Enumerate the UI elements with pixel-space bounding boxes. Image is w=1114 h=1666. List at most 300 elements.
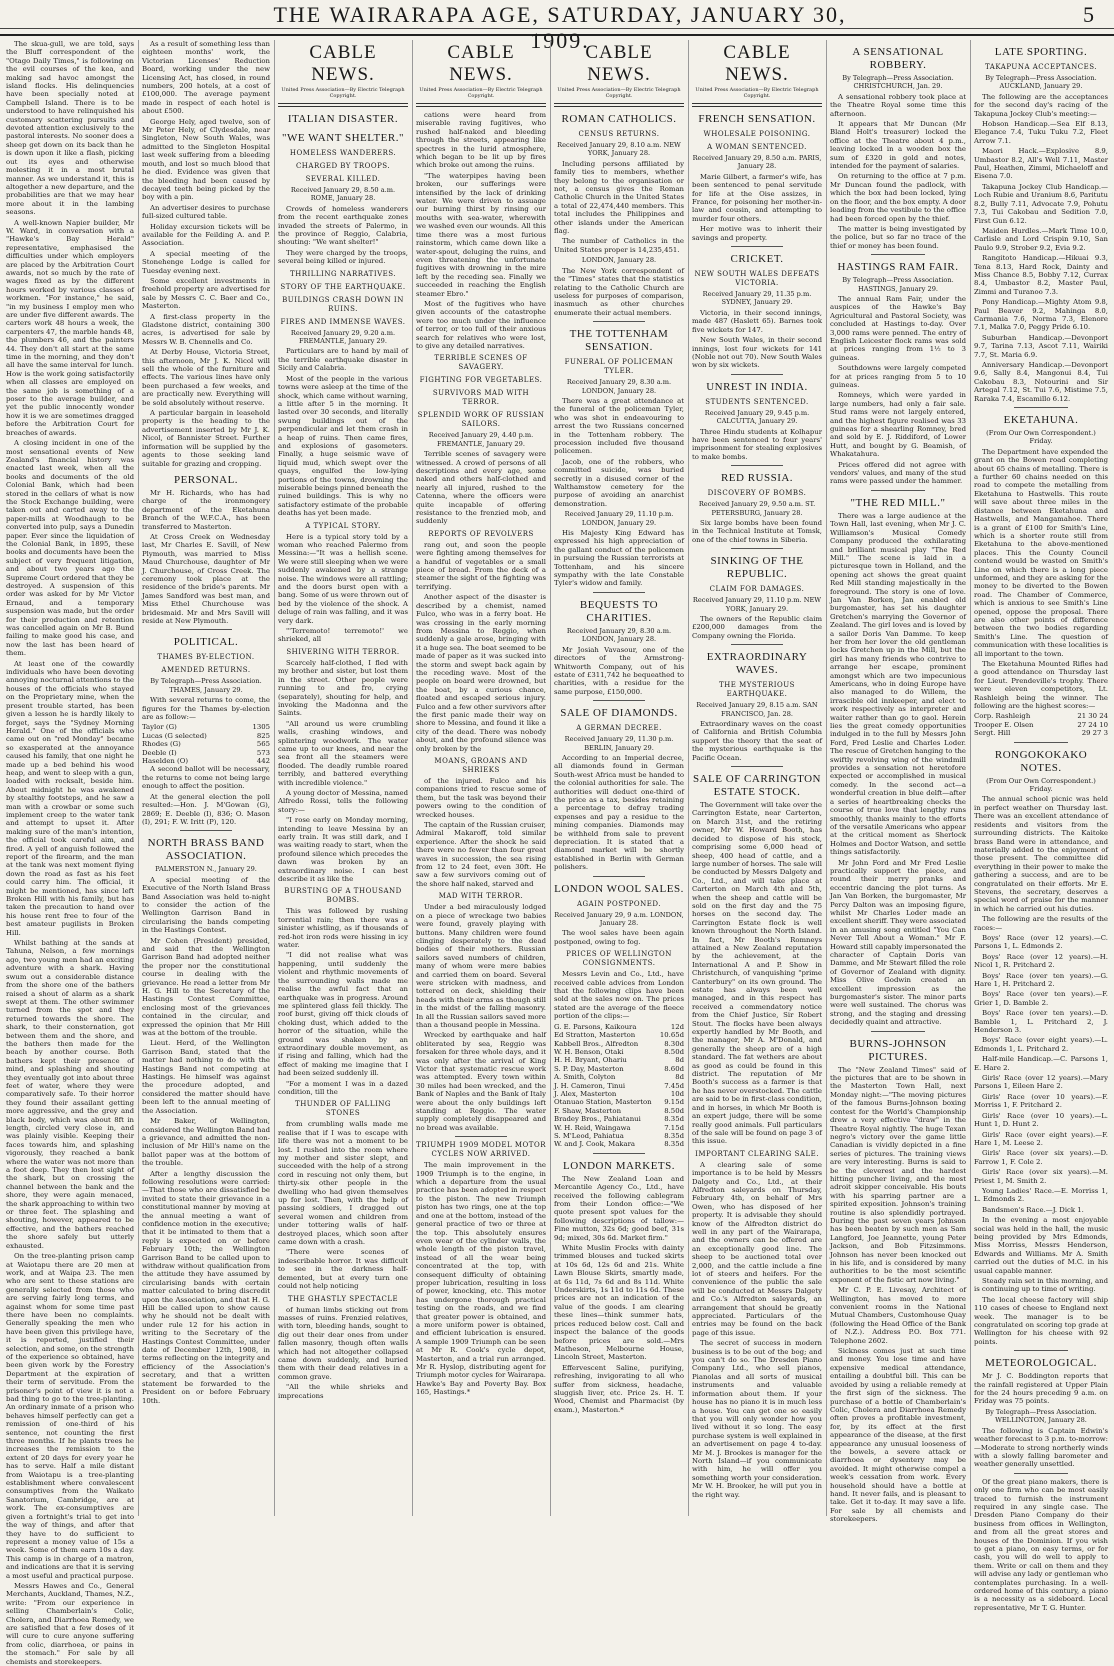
paragraph: Young Ladies' Race.—E. Morriss 1, L. Edmonds 2. [974,1186,1108,1204]
article-headline: RONGOKOKAKO NOTES. [994,748,1088,774]
paragraph: Girls' Race (over six years).—D. Farrow 1, F. Cole 2. [974,1149,1108,1166]
paragraph: Maiden Hurdles.—Mark Time 10.0, Carlisle and Lord Crispin 9.10, San Paulo 9.9, Strober 9.2, Evia 9.2. [974,226,1108,252]
article-subheading: SPLENDID WORK OF RUSSIAN SAILORS. [417,411,545,429]
paragraph: of human limbs sticking out from masses of ruins. Frenzied relatives, with torn, bleeding hands, sought to dig out their dear ones from under fallen masonry, though often walls which had not altogether collapsed came down suddenly, and buried them with their dead relatives in a common grave. [278,1305,408,1381]
dateline: Received January 29, 9.45 p.m. CALCUTTA, January 29. [704,408,810,426]
paragraph: At Derby House, Victoria Street, this afternoon, Mr J. K. Nicol will sell the whole of the furniture and effects. The various lines have only been purchased a few weeks, and are practically new. Everything will be sold absolutely without reserve. [142,348,270,407]
article-headline: POLITICAL. [173,636,239,649]
paragraph: Mr Cohen (President) presided, and said that the Wellington Garrison Band had adopted neither the proper nor the constitutional course in dealing with the grievance. He read a letter from Mr H. G. Hill to the Secretary of the Hastings Contest Committee, enclosing most of the grievances contained in the circular, and expressed the opinion that Mr Hill was at the bottom of the trouble. [142,936,270,1038]
row-value: 29 27 3 [1081,729,1108,738]
paragraph: Victoria, in their second innings, made 487 (Haslett 65). Barnes took five wickets for 147. [692,308,822,334]
paragraph: Bandsmen's Race.—J. Dick 1. [982,1205,1084,1214]
article-headline: PERSONAL. [173,473,239,486]
row-label: Deeble (I) [142,748,177,757]
paragraph: Mr H. Richards, who has had charge of the ironmongery department of the Eketahuna Branch of the W.F.C.A., has been transferred to Masterton. [142,488,270,531]
paragraph: "All around us were crumbling walls, crashing windows, and splintering woodwork. The water came up to our knees, and near the sea front all the steamers were flooded. The deadly rumble roared terribly, and battered everything with incredible violence." [278,719,408,787]
section-banner: CABLE NEWS. [309,42,377,85]
row-value: 8.35d [664,1115,684,1124]
article-subheading: IMPORTANT CLEARING SALE. [695,1149,819,1158]
paragraph: Boys' Race (over ten years).—G. Hare 1, H. Pritchard 2. [974,971,1108,988]
row-label: Haselden (O) [142,757,189,766]
paragraph: At least one of the cowardly individuals who have been devoting annoying nocturnal attentions to the houses of the officials who stayed on the Proprietary mine, when the present trouble started, has been given a lesson he is hardly likely to forget, says the "Sydney Morning Herald." One of the officials who came out on "red Monday" became so exasperated at the annoyance caused his family, that one night he made up a bed behind his wood heap, and went to sleep with a gun, loaded with rocksalt, beside him. About midnight he was awakened by stealthy footsteps, and he saw a man with a crowbar or some such implement creep to the water tank and attempt to upset it. After making sure of the man's intention, the official took careful aim, and fired. A yell of anguish followed the report of the firearm, and the man at the tank was next moment flying down the road as fast as his feet could carry him. The official, it might be mentioned, has since left Broken Hill with his family, but has taken the precaution to hand over his house rent free to four of the best amateur pugilists in Broken Hill. [6,659,134,937]
paragraph: "I rose early on Monday morning, intending to leave Messina by an early train. It was still dark, and I was waiting ready to start, when the profound silence which precedes the dawn was broken by an extraordinary noise. I can best describe it as like the [278,816,408,884]
paragraph: A well-known Napier builder, Mr W. Ward, in conversation with a "Hawke's Bay Herald" representative, emphasised the difficulties under which employers are placed by the Arbitration Court awards, not so much by the rate of wages fixed as by the different hours worked by various classes of workmen. "For instance," he said, "in my business I employ men who are under five different awards. The carters work 48 hours a week, the carpenters 47, the marble hands 48, the plumbers 46, and the painters 44. They don't all start at the same time in the morning, and they don't all have the same interval for lunch. How is the work going satisfactorily when all classes are employed on the same job is something of a poser to the average builder, and yet the public innocently wonder how it is we are sometimes dragged before the Arbitration Court for breaches of awards. [6,218,134,437]
dateline: By Telegraph—Press Association. AUCKLAND, January 29. [985,74,1097,91]
row-value: 8.50d [664,1047,684,1056]
table-row [554,1107,684,1115]
table-row [554,1056,684,1064]
row-value: 825 [256,731,270,740]
paragraph: At Cross Creek on Wednesday last, Mr Charles E. Savill, of New Plymouth, was married to Miss Maud Churchouse, daughter of Mr J. Churchouse, of Cross Creek. The ceremony took place at the residence of the bride's parents. Mr James Sandford was best man, and Miss Ethel Churchouse was bridesmaid. Mr and Mrs Savill will reside at New Plymouth. [142,532,270,625]
row-value: 565 [256,740,270,749]
paragraph: Holiday excursion tickets will be available for the Feilding A. and P. Association. [142,222,270,248]
table-row [554,1073,684,1081]
article-headline: ITALIAN DISASTER. [287,113,399,125]
paragraph: Crowds of homeless wanderers from the recent earthquake zones invaded the streets of Palermo, in the province of Reggio, Calabria, shouting: "We want shelter!" [278,204,408,247]
row-value: 8.50d [664,1106,684,1115]
article-separator [455,1136,507,1137]
paragraph: The secret of success in modern business is to be out of the bog; and you can't do so. The Dresden Piano Company Ltd., who sell pianos, Pianolas and all sorts of musical instruments and valuable information about them. If your house has no piano it is in much less a house. You can get one so easily that you will only wonder how you lived without it so long. The easy purchase system is well explained in an advertisement on page 4 to-day. Mr M. J. Brookes is manager for the North Island—if you communicate with him, he will offer you something worth your consideration. Mr W. H. Brooker, he will put you in the right way. [692,1339,822,1499]
wire-credit: United Press Association—By Electric Telegraph Copyright. [281,87,405,99]
paragraph: "All the while shrieks and imprecations [278,1383,408,1400]
paragraph: The skua-gull, we are told, says the Bluff correspondent of the "Otago Daily Times," is following on the evil courses of the kea, and making sad havoc amongst the island flocks. His delinquencies have been specially noted at Campbell Island. There is to be understood to have relinquished his customary scattering pursuits and devoted attention exclusively to the pastoral interests. No sooner does a sheep get down on its back than he is down upon it like a flash, picking out its eyes and otherwise molesting it in a most brutal manner. As we understand it, this is altogether a new departure, and the probabilities are that we may hear more about it in the lambing seasons. [6,40,134,217]
paragraph: The Eketahuna Mounted Rifles had a good attendance on Thursday last for Lieut. Prendeville's trophy. There were eleven competitors, Lt. Rashleigh being the winner. The following are the highest scores:— [974,660,1108,711]
article-headline: A SENSATIONAL ROBBERY. [852,46,944,71]
column-3 [278,40,408,1516]
paragraph: "I did not realise what was happening, until suddenly the violent and rhythmic movements of the surrounding walls made me realise the awful fact that an earthquake was in progress. Around me splintered glass fell thickly. The roof burst, giving off thick clouds of choking dust, which added to the horror of the situation, while the ground was shaken by an extraordinary double movement, as if rising and falling, which had the effect of making me imagine that I had been seized suddenly ill. [278,951,408,1078]
paragraph: Boys' Race (over 12 years).—H. Nicol 1, R. Pritchard 2. [974,952,1108,970]
paragraph: Most of the people in the various towns were asleep at the time of the shock, which came without warning, a little after 5 in the morning. It lasted over 30 seconds, and literally swung buildings out of the perpendicular and let them crash in a heap of ruins. Then came fires, and explosions of gasometers. Finally, a huge seismic wave of liquid mud, which swept over the quays, engulfed the low-lying portions of the towns, drowning the miserable beings pinned beneath the ruined buildings. This is why no satisfactory estimate of the probable deaths has yet been made. [278,374,408,518]
article-headline: FRENCH SENSATION. [698,113,816,125]
paragraph: New South Wales, in their second innings, lost four wickets for 141 (Noble not out 70). New South Wales won by six wickets. [692,336,822,370]
paragraph: After a lengthy discussion the following resolutions were carried:—That those who are dissatisfied be invited to state their grievance in a constitutional manner by moving at the annual meeting a want of confidence motion in the executive; that it be intimated to them that a reply is expected on or before February 10th; the Wellington Garrison Band to be called upon to withdraw without qualification from the attitude they have assumed by circularising bands with certain matter calculated to bring discredit upon the Association, and that H. G. Hill be called upon to show cause why he should not be dealt with under rule 12 for his action in writing to the Secretary of the Hastings Contest Committee, under date of December 12th, 1908, in terms reflecting on the integrity and efficiency of the Association's secretary, and that a written statement be forwarded to the President on or before February 10th. [142,1169,270,1405]
table-row [142,732,270,740]
article-separator [180,830,231,831]
row-label: J. Alex, Masterton [554,1089,617,1098]
dateline: Received January 29, 11.30 p.m. BERLIN, January 29. [564,735,674,752]
article-headline: LONDON MARKETS. [563,1159,675,1172]
paragraph: Messrs Hawes and Co., General Merchants, Auckland, Thames, N.Z., write: "From our experience in selling Chamberlain's Colic, Cholera, and Diarrhoea Remedy, we are satisfied that a few doses of it will cure to cure anyone suffering from colic, diarrhoea, or pains in the stomach." For sale by all chemists and storekeepers. [6,1581,134,1666]
article-subheading: TERRIBLE SCENES OF SAVAGERY. [434,354,528,372]
article-subheading: BURSTING OF A THOUSAND BOMBS. [284,887,402,905]
dateline: By Telegraph—Press Association. WELLINGTON, January 28. [985,1407,1097,1425]
row-value: 8d [675,1056,684,1065]
paragraph: Including persons affiliated by family ties to members, whether they belong to the organisation or not, a census gives the Roman Catholic Church in the United States a total of 22,474,440 members. This total includes the Philippines and other islands under the American flag. [554,159,684,236]
row-value: 1305 [252,723,270,732]
article-headline: METEOROLOGICAL. [985,1357,1097,1370]
paragraph: A clearing sale of some importance is to be held by Messrs Dalgety and Co., Ltd., at their Alfredton saleyards on Thursday, February 4th, on behalf of Mrs Owen, who has disposed of her property. It is advisable they should know of the Alfredton district do well in any part of the Wairarapa, and the owners can be offered are an exceptionally good line. The sheep to be auctioned total over 2,000, and the cattle include a fine lot of steers and heifers. For the convenience of the public the sale will be conducted at Messrs Dalgety and Co.'s Alfredton saleyards, an arrangement that should be greatly appreciated. Particulars of the entries may be found on the back page of this issue. [692,1160,822,1337]
article-separator [1014,1473,1068,1474]
article-subheading: THAMES BY-ELECTION. [157,653,255,662]
dateline: LONDON, January 28. [581,256,657,265]
column-divider [138,40,139,1516]
column-divider [412,40,413,1516]
paragraph: Wrecked by earthquake and half obliterated by sea, Reggio was forsaken for three whole days, and it was only after the arrival of King Victor that systematic rescue work was attempted. Every town within 30 miles had been wrecked, and the Bank of Naples and the Bank of Italy were about the only buildings left standing at Reggio. The water supply completely disappeared and no bread was available. [416,1031,546,1132]
row-value: 7.15d [664,1123,684,1132]
article-subheading: SEVERAL KILLED. [305,175,381,183]
article-subheading: WHOLESALE POISONING. [703,130,811,138]
article-headline: ROMAN CATHOLICS. [561,113,677,125]
dateline: Received January 29, 8.15 a.m. SAN FRANCISCO, Jan. 28. [696,701,818,718]
article-subheading: CENSUS RETURNS. [578,130,660,138]
article-headline: "THE RED MILL." [850,496,946,509]
article-subheading: NEW SOUTH WALES DEFEATS VICTORIA. [694,270,820,288]
paragraph: from crumbling walls made me realise that if I was to escape with life there was not a moment to be lost. I rushed into the room where my mother and sister slept, and succeeded with the help of a strong cord in rescuing not only them, but thirty-six other people in the dwelling who had given themselves up for lost. Then, with the help of passing soldiers, I dragged out several women and children from under tottering walls of half-destroyed places, which soon after came down with a crash. [278,1120,408,1247]
paragraph: Steady rain set in this morning, and is continuing up to time of writing. [974,1277,1108,1294]
article-separator [593,592,645,593]
table-row [554,1048,684,1056]
paragraph: Boys' Race (over 12 years).—C. Parsons 1, L. Edmonds 2. [974,933,1108,951]
paragraph: It appears that Mr Duncan (Mr Bland Holt's treasurer) locked the office at the Theatre about 4 p.m., leaving locked in a wooden box the sum of £320 in gold and notes, intended for the payment of salaries. [830,120,966,171]
dateline: Received January 29, 8.50 a.m. PARIS, January 28. [692,154,822,171]
article-headline: CRICKET. [730,253,784,266]
paragraph: This was followed by rushing torrential rain; then there was a sinister whistling, as if thousands of red-hot iron rods were hissing in icy water. [278,907,408,950]
row-value: 8.60d [664,1064,684,1073]
paragraph: Mr Baker, of Wellington, considered the Wellington Band had a grievance, and admitted the non-inclusion of Mr Hill's name on the ballot paper was at the bottom of the trouble. [142,1117,270,1168]
paragraph: Girls' Race (over 12 years).—Mary Parsons 1, Eileen Hare 2. [974,1074,1108,1091]
article-headline: HASTINGS RAM FAIR. [837,261,959,274]
paragraph: Hobson Handicap.—Sea Elf 8.13, Elegance 7.4, Tuku Tuku 7.2, Fleet Arrow 7.1. [974,120,1108,145]
column-divider [970,40,971,1516]
row-value: 10d [670,1089,684,1098]
banner-rule [692,103,822,107]
paragraph: In the evening a most enjoyable social was held in the hall, the music being provided by Mrs Edmonds, Miss Morriss, Messrs Henderson, Edwards and Williams. Mr A. Smith carried out the duties of M.C. in his usual capable manner. [974,1216,1108,1275]
dateline: Received January 29, 8.30 a.m. LONDON, January 28. [566,378,672,395]
dateline: (From Our Own Correspondent.) Friday. [986,776,1096,794]
article-subheading: TRIUMPH 1909 MODEL MOTOR CYCLES NOW ARRIVED. [416,1141,546,1159]
paragraph: Here is a typical story told by a woman who reached Palermo from Messina:—"It was a hellish scene. We were still sleeping when we were suddenly awakened by a strange noise. The windows were all rattling; and the doors burst open with a bang. Some of us were thrown out of bed by the violence of the shock. A deluge of rain was falling, and it was very dark. [278,532,408,625]
paragraph: His Majesty King Edward has expressed his high appreciation of the gallant conduct of the policemen in pursuing the Russian terrorists at Tottenham, and his sincere sympathy with the late Constable Tyler's widow and family. [554,529,684,588]
paragraph: rang out, and soon the people were fighting among themselves for a handful of vegetables or a small piece of bread. From the deck of a steamer the sight of the fighting was terrifying. [416,540,546,591]
paragraph: Girls' Race (over eight years).—F. Hare 1, M. Leese 2. [974,1130,1108,1147]
article-headline: "WE WANT SHELTER." [282,132,404,144]
article-subheading: SURVIVORS MAD WITH TERROR. [432,389,530,407]
paragraph: An advertiser desires to purchase full-sized cultured table. [142,203,270,221]
paragraph: Messrs Levin and Co., Ltd., have received cable advices from London that the following clips have been sold at the sales now on. The prices stated are the average of the fleece portion of the clips:— [554,970,684,1021]
article-subheading: REPORTS OF REVOLVERS [428,529,534,538]
paragraph: Boys' Race (over ten years).—D. Bamble 1, L. Pritchard 2, J. Henderson 3. [974,1009,1108,1035]
paragraph: The following are the results of the races:— [974,915,1108,932]
paragraph: Under a bed miraculously lodged on a piece of wreckage two babies were found, gravely playing with buttons. Many children were found clinging desperately to the dead bodies of their mothers. Russian sailors saved numbers of children, many of whom were mere babies and carried them on board. Several were stricken with madness, and tottered on deck, shielding their heads with their arms as though still in the midst of the falling masonry. In all the Russian sailors saved more than a thousand people in Messina. [416,903,546,1029]
article-headline: SALE OF CARRINGTON ESTATE STOCK. [693,773,821,799]
article-separator [593,700,645,701]
article-separator [731,644,783,645]
article-separator [1014,407,1068,408]
table-row [142,740,270,748]
article-subheading: SHIVERING WITH TERROR. [286,647,400,656]
row-value: 21 30 24 [1077,712,1108,721]
table-row [554,1124,684,1132]
paragraph: The wool sales have been again postponed, owing to fog. [554,929,684,946]
article-headline: BEQUESTS TO CHARITIES. [579,598,659,624]
section-banner: CABLE NEWS. [447,42,515,85]
row-value: 9.15d [664,1098,684,1107]
paragraph: The local cheese factory will ship 110 cases of cheese to England next week. The manager is to be congratulated on scoring top grade at Wellington for his cheese with 92 points. [974,1295,1108,1346]
row-value: 27 24 10 [1077,720,1108,729]
paragraph: Particulars are to hand by mail of the terrible earthquake disaster in Sicily and Calabria. [278,347,408,373]
article-subheading: DISCOVERY OF BOMBS. [707,489,807,498]
paragraph: Extraordinary waves on the coast of California and British Columbia support the theory that the seat of the mysterious earthquake is the Pacific Ocean. [692,720,822,762]
paragraph: Whilst bathing at the sands at Tahuna, Nelson, a few mornings ago, two young men had an exciting adventure with a shark. Having swum out a considerable distance from the shore one of the bathers raised a shout of alarm as a shark swept at them. The other swimmer turned from the spot and they returned towards the shore. The shark, to their consternation, got between them and the shore, and the bathers then made for the beach by another course. Both bathers kept their presence of mind, and splashing and shouting they eventually got into about three feet of water, where they were comparatively safe. To their horror they found their assailant getting more aggressive, and the grey and black body, which was about 8ft in length, circled very close in, and was plainly visible. Keeping their faces towards him, and splashing vigorously, they reached a bank where the water was not more than a foot deep. They then lost sight of the shark, but on crossing the channel between the bank and the shore, they were again menaced, the shark approaching to within two or three feet. The splashing and shouting, however, appeared to be effective, and the bathers reached the shore safely but utterly exhausted. [6,939,134,1250]
article-subheading: BUILDINGS CRASH DOWN IN RUINS. [282,295,404,313]
article-headline: SALE OF DIAMONDS. [560,707,678,720]
article-headline: RED RUSSIA. [720,472,794,485]
article-headline: LATE SPORTING. [994,46,1088,58]
article-subheading: CHARGED BY TROOPS. [295,162,391,170]
row-value: 8.35d [664,1131,684,1140]
paragraph: Her motive was to inherit their savings and property. [692,225,822,242]
dateline: (From Our Own Correspondent.) Friday. [986,429,1096,446]
paragraph: Sickness comes just at such time and money. You lose time and have expensive medical attendance, entailing a doubtful bill. This can be avoided by using a reliable remedy at the first sign of the sickness. The purchase of a bottle of Chamberlain's Colic, Cholera and Diarrhoea Remedy often proves a profitable investment, for, by its effect at the first appearance of the disease, at the first appearance any unusual looseness of the bowels, a severe attack or diarrhoea or dysentery may be avoided. It might otherwise compel a week's cessation from work. Every household should have a bottle at hand. It never fails, and is pleasant to take. Get it to-day. It may save a life. For sale by all chemists and storekeepers. [830,1347,966,1524]
column-divider [688,40,689,1516]
paragraph: Six large bombs have been found in the Technical Institute at Tomsk, one of the chief towns in Siberia. [692,518,822,544]
column-8 [974,40,1108,1612]
table-row [554,1082,684,1090]
wire-credit: United Press Association—By Electric Telegraph Copyright. [557,87,681,99]
article-subheading: FIGHTING FOR VEGETABLES. [419,376,543,385]
article-separator [1014,742,1068,743]
paragraph: A second ballot will be necessary, the returns to come not being large enough to affect the position. [142,765,270,791]
article-separator [731,548,783,549]
article-subheading: HOMELESS WANDERERS. [289,149,397,157]
paragraph: A particular bargain in leasehold property is the heading to the advertisement inserted by Mr J. K. Nicol, of Bannister Street. Further information will be supplied by the agents to those seeking land suitable for grazing and cropping. [142,409,270,468]
paragraph: The "New Zealand Times" said of the pictures that are to be shown in the Masterton Town Hall, next Monday night:—"The moving pictures of the famous Burns-Johnson boxing contest for the World's Championship drew a very effective "draw" in the Theatre Royal nightly. The huge Texan negro's victory over the game little Canadian is vividly depicted in a fine series of pictures. The training views are very interesting. Burns is said to be the cleverest and the hardest hitting puncher living, and the most adroit skipper conceivable. His bouts with his sparring partner are a spirited exposition. Johnson's training routine is also splendidly portrayed. During the past seven years Johnson has been beaten by such men as Sam Langford, Joe Jeannette, young Peter Jackson, and Bob Fitzsimmons. Johnson has never been knocked out in his life, and is considered by many authorities to be the most scientific exponent of the fistic art now living." [830,1065,966,1284]
dateline: Received January 29, 11.35 p.m. SYDNEY, January 29. [702,290,812,307]
table-row [554,1040,684,1048]
row-value: 12d [670,1022,684,1031]
dateline: Received January 29, 8.10 a.m. NEW YORK, January 28. [557,141,681,158]
column-4 [416,40,546,1516]
newspaper-title: THE WAIRARAPA AGE, SATURDAY, JANUARY 30, 1909. [273,2,847,53]
paragraph: Romneys, which were yarded in large numbers, had only a fair sale. Stud rams were not largely entered, and the highest figure realised was 33 guineas for a shearling Romney, bred and sold by E. J. Riddiford, of Lower Hutt, and bought by G. Beamish, of Whakatahura. [830,391,966,459]
article-subheading: THUNDER OF FALLING STONES [295,1100,391,1118]
row-value: 442 [256,757,270,766]
row-label: Ed Stratton, Masterton [554,1031,636,1040]
paragraph: The captain of the Russian cruiser, Admiral Makaroff, told similar experience. After the shock he said there were no fewer than four great waves in succession, the sea rising from 12 to 24 feet, even 30ft. He saw a few survivors coming out of the shore half naked, starved and [416,821,546,888]
article-separator [731,465,783,466]
masthead-rule [0,28,1114,29]
paragraph: A special meeting of the Executive of the North Island Brass Band Association was held to-night to consider the action of the Wellington Garrison Band in circularising the bands competing in the Hastings Contest. [142,875,270,935]
row-label: Bradey Bros., Pahiatanui [554,1115,641,1124]
paragraph: Jacob, one of the robbers, who committed suicide, was buried secretly in a disused corner of the Walthamstow cemetery for the purpose of avoiding an anarchist demonstration. [554,457,684,508]
article-separator [593,321,645,322]
row-label: Corp. Rashleigh [974,712,1031,721]
article-subheading: A WOMAN SENTENCED. [707,143,807,151]
article-separator [731,246,783,247]
dateline: Received January 29, 11.10 p.m. NEW YORK, January 29. [692,596,822,613]
row-label: W. H. Benson, Otaki [554,1047,624,1056]
table-row [554,1098,684,1106]
dateline: By Telegraph—Press Association. CHRISTCHURCH, Jan. 29. [842,74,954,91]
row-label: Otanuao Station, Masterton [554,1098,652,1107]
table-row [974,729,1108,737]
paragraph: Terrible scenes of savagery were witnessed. A crowd of persons of all descriptions and every age, some naked and others half-clothed and nearly all injured, rushed to the Catenna, where the officers were quite incapable of offering resistance to the frenzied mob, and suddenly [416,450,546,526]
paragraph: The annual school picnic was held in perfect weather on Thursday last. There was an excellent attendance of residents and visitors from the surrounding districts. The Kaitoke brass Band were in attendance, and materially added to the enjoyment of those present. The committee did everything in their power to make the gathering a success, and are to be congratulated on their efforts. Mr E. Stevens, the secretary, deserves a special word of praise for the manner in which he carried out his duties. [974,795,1108,913]
row-label: J. H. Cameron, Tinui [554,1081,626,1090]
paragraph: There was a large audience at the Town Hall, last evening, when Mr J. C. Williamson's Musical Comedy Company produced the exhilarating and brilliant musical play "The Red Mill." The scene is laid in a picturesque town in Holland, and the opening act shows the great quaint Red Mill standing majestically in the foreground. The story is one of love. Jan Van Borken, Jan enabled old burgomaster, has set his daughter Gretchen's marrying the Governor of Zealand. The girl loves and is loved by a sailor Doris Van Damme. To keep her from her lover the old gentleman locks Gretchen up in the Mill, but the girl has many friends who contrive to arrange her escape, prominent amongst which are two impecunious Americans, who in doing Europe have also managed to do Willem, the irrascible old innkeeper, and elect to work respectively as interpreter and waiter rather than go to gaol. Herein lies the great comedy opportunities indulged in to the full by Messrs John Ford, Fred Leslie and Charles Loder. The rescue of Gretchen hanging to the swiftly revolving wing of the windmill provides a sensation not heretofore expected or accomplished in musical comedy. In the second act—a wonderful creation in blue delft—after a series of heartbreaking checks the course of true love that lengthy runs smoothly, thanks mainly to the efforts of the versatile Americans who appear at the critical moment as Sherlock Holmes and Doctor Watson, and settle things satisfactorily. [830,511,966,857]
article-subheading: PRICES OF WELLINGTON CONSIGNMENTS. [566,950,672,968]
column-divider [826,40,827,1516]
article-headline: LONDON WOOL SALES. [554,882,684,895]
column-5 [554,40,684,1516]
table-row [554,1090,684,1098]
paragraph: A first-class property in the Gladstone district, containing 300 acres, is advertised for sale by Messrs W. B. Chennells and Co. [142,312,270,346]
row-label: H. H. Bryant, Ohariu [554,1056,627,1065]
article-subheading: FUNERAL OF POLICEMAN TYLER. [564,358,674,376]
dateline: By Telegraph—Press Association. HASTINGS, January 29. [842,276,954,293]
article-subheading: THE MYSTERIOUS EARTHQUAKE. [719,681,795,699]
article-headline: SINKING OF THE REPUBLIC. [710,555,804,581]
column-divider [550,40,551,1516]
paragraph: The following is Captain Edwin's weather forecast to 3 p.m. to-morrow:—Moderate to strong northerly winds with a slowly falling barometer and weather generally unsettled. [974,1426,1108,1469]
column-divider [274,40,275,1516]
article-subheading: AGAIN POSTPONED. [576,899,661,908]
paragraph: Pony Handicap.—Mighty Atom 9.8, Paul Beaver 9.2, Mahinga 8.0, Carmania 7.6, Norma 7.3, Elenore 7.1, Malka 7.0, Peggy Pride 6.10. [974,298,1108,332]
dateline: Received January 29, 9.20 a.m. FREMANTLE, January 29. [290,328,396,346]
paragraph: Girls' Race (over 10 years).—F. Morriss 1, F. Pritchard 2. [974,1092,1108,1110]
paragraph: The following are the acceptances for the second day's racing of the Takapuna Jockey Club's meeting:— [974,92,1108,118]
paragraph: Anniversary Handicap.—Devonport 9.6, Sally 8.4, Mangonui 8.4, Tui Cakobau 8.3, Notourini and Sir Artegal 7.12, St. Tui 7.6, Mistime 7.5, Raraka 7.4, Escamillo 6.12. [974,361,1108,403]
paragraph: The New York correspondent of the "Times" states that the statistics relating to the Catholic Church are useless for purposes of comparison, inasmuch as other churches enumerate their actual members. [554,266,684,317]
table-row [974,721,1108,729]
table-row [554,1115,684,1123]
paragraph: On returning to the office at 7 p.m. Mr Duncan found the padlock, with which the box had been locked, lying on the floor, and the box empty. A door leading from the vestibule to the office had been forced open by the thief. [830,172,966,223]
article-separator [871,1031,925,1032]
article-separator [731,374,783,375]
article-separator [731,766,783,767]
article-subheading: FIRES AND IMMENSE WAVES. [280,317,406,326]
paragraph: According to an Imperial decree, all diamonds found in German South-west Africa must be handed to the colonial authorities for sale. The authorities will deduct one-third of the price as a tax, besides retaining a percentage to defray trading expenses and pay a residue to the mining companies. Diamonds may be withheld from sale to prevent depreciation. It is stated that a diamond market will be shortly established in Berlin with German polishers. [554,753,684,872]
dateline: Received January 29, 9 a.m. LONDON, January 28. [554,910,684,928]
dateline: By Telegraph—Press Association. THAMES, January 29. [150,677,262,694]
paragraph: Suburban Handicap.—Devonport 9.7, Tarina 7.13, Ascot 7.11, Wairiki 7.7, St. Maria 6.9. [974,333,1108,359]
paragraph: Prices offered did not agree with vendors' values, and many of the stud rams were passed under the hammer. [830,460,966,486]
paragraph: They were charged by the troops, several being killed or injured. [278,248,408,266]
paragraph: A sensational robbery took place at the Theatre Royal some time this afternoon. [830,92,966,118]
row-label: Trooper E. Olsen [974,720,1034,729]
dateline: Received January 29, 11.10 p.m. LONDON, January 29. [564,510,674,527]
paragraph: The matter is being investigated by the police, but so far no trace of the thief or money has been found. [830,224,966,250]
row-value: 8.30d [664,1039,684,1048]
article-subheading: A GERMAN DECREE. [576,724,662,733]
article-headline: NORTH BRASS BAND ASSOCIATION. [147,837,265,863]
dateline: Received January 29, 4.40 p.m. FREMANTLE, January 29. [428,431,534,448]
row-label: Kabbell Bros., Alfredton [554,1039,639,1048]
paragraph: Half-mile Handicap.—C. Parsons 1, E. Hare 2. [974,1055,1108,1072]
paragraph: Lieut. Herd, of the Wellington Garrison Band, stated that the matter had nothing to do with the Hastings Band not competing at Hastings. He himself was against the procedure adopted, and considered the matter should have been left to the annual meeting of the Association. [142,1039,270,1115]
paragraph: With several returns to come, the figures for the Thames by-election are as follow:— [142,696,270,722]
dateline: Received January 29, 8.30 a.m. LONDON, January 28. [566,626,672,644]
row-value: 10.65d [659,1031,684,1040]
dateline: Received January 29, 9.50 a.m. ST. PETERSBURG, January 28. [698,500,816,517]
article-subheading: STORY OF THE EARTHQUAKE. [280,282,406,291]
article-headline: UNREST IN INDIA. [706,380,808,393]
paragraph: George Hely, aged twelve, son of Mr Peter Hely, of Clydesdale, near Singleton, New South Wales, was admitted to the Singleton Hospital last week suffering from a bleeding mouth, and lost so much blood that he died. Evidence was given that the bleeding had been caused by decayed teeth being picked by the boy with a pin. [142,117,270,202]
table-row [142,723,270,731]
paragraph: Mr John Ford and Mr Fred Leslie practically support the piece, and round their merry pranks and eccentric dancing the plot turns. As Jan Van Borken, the burgomaster, Mr Percy Dalton was an imposing figure, whilst Mr Charles Loder made an excellent sheriff. They were associated in an amusing song entitled "You Can Never Tell About a Woman." Mr F. Howard still capably impersonated the character of Captain Doris van Damme, and Mr Stewart filled the role of Governor of Zealand with dignity. Miss Olive Godwin created an excellent impression as the burgomaster's sister. The minor parts were well sustained. The chorus was strong, and the staging and dressing decidedly quaint and attractive. [830,858,966,1027]
table-row [554,1140,684,1148]
row-value: 8.35d [664,1140,684,1149]
article-separator [871,254,925,255]
article-separator [593,876,645,877]
paragraph: White Muslin Frocks with dainty trimmed blouses and tucked skirts at 10s 6d, 12s 6d and 21s. White Lawn Blouse Skirts, smartly made, at 6s 11d, 7s 6d and 8s 11d. White Underskirts, 1s 11d to 11s 6d. These prices are not an indication of the value of the goods. I am clearing these lines—think summer hats, prices reduced below cost. Call and inspect the balance of the goods before prices are sold.—Mrs Matheson, Melbourne House, Lincoln Street, Masterton. [554,1244,684,1362]
paragraph: "The waterpipes having been broken, our sufferings were intensified by the lack of drinking water. We were driven to assuage our burning thirst by rinsing our mouths with sea-water, wherewith we washed even our wounds. All this time there was a most furious rainstorm, which came down like a water-spout, deluging the ruins, and even threatening the unfortunate fugitives with drowning in the mire left by the receding sea. Finally we succeeded in reaching the English steamer Ebro." [416,171,546,298]
column-1 [6,40,134,1666]
paragraph: At the general election the poll resulted:—Hon. J. M'Gowan (G), 2869; E. Deeble (I), 836; O. Mason (I), 291; F. W. Iritt (P), 120. [142,792,270,826]
table-row [554,1132,684,1140]
section-banner: CABLE NEWS. [585,42,653,85]
paragraph: "There were scenes of indescribable horror. It was difficult to see in the darkness half-demented, but at every turn one could not help noticing [278,1248,408,1291]
paragraph: Mr Josiah Vavasour, one of the directors of the Armstrong-Whitworth Company, out of his estate of £311,742 he bequeathed to charities, with a residue for the same purpose, £150,000. [554,645,684,696]
paragraph: The number of Catholics in the United States proper is 14,235,451. [554,237,684,254]
paragraph: Girls' Race (over 10 years).—L. Hunt 1, D. Hunt 2. [974,1111,1108,1129]
article-separator [593,1153,645,1154]
paragraph: Girls' Race (over six years).—M. Priest 1, M. Smith 2. [974,1168,1108,1185]
paragraph: The Government will take over the Carrington Estate, near Carterton, on March 31st, and the retiring owner, Mr W. Howard Booth, has decided to dispose of his stock, comprising some 6,000 head of sheep, 400 head of cattle, and a large number of horses. The sale will be conducted by Messrs Dalgety and Co., Ltd., and will take place at Carterton on March 4th and 5th, when the sheep and cattle will be sold on the first day and the 75 horses on the second day. The Carrington Estate flock is well known throughout the North Island. In fact, Mr Booth's Romneys attained a New Zealand reputation by the achievement, at the International A and P. Show in Christchurch, of vanquishing "prime Canterbury" on its own ground. The estate has always been well managed, and in this respect has received a commendatory notice from the Chief Justice, Sir Robert Stout. The flocks have been always expertly handled by Mr Booth, and the manager, Mr A. M'Donald, and generally the sheep are of a high standard. The fat wethers are about as good as could be found in this district. The reputation of Mr Booth's success as a farmer is that he has never overstocked. The cattle are said to be in first-class condition, and in horses, in which Mr Booth is an expert judge, there will be some really good animals. Full particulars of the sale will be found on page 3 of this issue. [692,801,822,1146]
dateline: PALMERSTON N., January 29. [155,865,257,874]
paragraph: cations were heard from miserable raving fugitives, who rushed half-naked and bleeding through the streets, appearing like spectres in the lurid atmosphere, which began to be lit up by fires which broke out among the ruins. [416,111,546,170]
row-label: A. Smith, Colyton [554,1073,616,1082]
row-label: W. and J. Cook, Makara [554,1140,635,1149]
paragraph: The main improvement in the 1909 Triumph is to the engine, in which a departure from the usual practice has been adopted in respect to the piston. The new Triumph piston has two rings, one at the top and one at the bottom, instead of the general practice of two or three at the top. This absolutely ensures even wear of the cylinder walls, the whole length of the piston travel, instead of all the wear being concentrated at the top, with consequent difficulty of obtaining proper lubrication, resulting in loss of power, knocking, etc. This motor has undergone thorough practical testing on the roads, and we find that greater power is obtained, and a more uniform power is obtained, and efficient lubrication is ensured. A sample 1909 Triumph can be seen at Mr R. Cook's cycle depot, Masterton, and a trial run arranged. Mr R. Hyslop, distributing agent for Triumph motor cycles for Wairarapa. Hawke's Bay and Poverty Bay. Box 165, Hastings.* [416,1161,546,1397]
paragraph: The annual Ram Fair, under the auspices of the Hawke's Bay Agricultural and Pastoral Society, was concluded at Hastings to-day. Over 3,000 rams were penned. The entry of English Leicester flock rams was sold at prices ranging from 1½ to 3 guineas. [830,294,966,362]
table-row [974,712,1108,720]
table-row [554,1023,684,1031]
article-subheading: THRILLING NARRATIVES. [289,269,397,278]
banner-rule [278,103,408,107]
dateline: Received January 29, 8.50 a.m. ROME, January 28. [290,186,396,203]
table-row [142,749,270,757]
article-headline: BURNS-JOHNSON PICTURES. [849,1037,947,1063]
paragraph: Mr C. P. E. Livesay, Architect of Wellington, has moved to more convenient rooms in the National Mutual Chambers, Customhouse Quay (following the Head Office of the Bank of N.Z.). Address P.O. Box 771. Telephone 2602. [830,1286,966,1345]
article-subheading: AMENDED RETURNS. [161,666,251,675]
row-label: S. M'Leod, Pahiatua [554,1131,624,1140]
row-label: Lucas (G selected) [142,731,207,740]
table-row [142,757,270,765]
row-label: Taylor (G) [142,723,177,732]
row-label: S. P. Day, Masterton [554,1064,624,1073]
paragraph: The Department have expended the grant on the Bowen road completing about 65 chains of metalling. There is a further 60 chains needed on this road to compete the metalling from Eketahuna to Hastwells. This route will save about three miles in the distance between Eketahuna and Hastwells, and Mangamahoe. There is a grant of £100 for Smith's Line, which is a shorter route still from Eketahuna to the above-mentioned places. This the County Council contend would be wasted on Smith's Line on which there is a long piece unformed, and they are asking for the money to be diverted to the Bowen road. The Chamber of Commerce, which is anxious to see Smith's Line opened, oppose the proposal. There are also other points of difference between the two bodies regarding Smith's Line. The question of communication with these localities is all important to the town. [974,447,1108,658]
paragraph: A young doctor of Messina, named Alfredo Rossi, tells the following story:— [278,788,408,814]
paragraph: "'Terremoto! terremoto!' we shrieked, all [278,627,408,644]
row-label: Sergt. Hill [974,729,1011,738]
paragraph: Southdowns were largely competed for at prices ranging from 5 to 10 guineas. [830,364,966,389]
paragraph: Marie Gilbert, a farmer's wife, has been sentenced to penal servitude for life at the Oise assizes, in France, for poisoning her mother-in-law and cousin, and attempting to murder four others. [692,172,822,223]
row-label: G. E. Parsons, Kaikoura [554,1022,637,1031]
paragraph: The New Zealand Loan and Mercantile Agency Co., Ltd., have received the following cablegram from their London office:—"We quote present spot values for the following descriptions of tallow:—Fine mutton, 32s 6d; good beef, 31s 9d; mixed, 30s 6d. Market firm." [554,1174,684,1242]
row-label: Rhodes (G) [142,740,181,749]
article-headline: EKETAHUNA. [1003,414,1079,427]
row-value: 7.45d [664,1081,684,1090]
paragraph: There was a great attendance at the funeral of the policeman Tyler, who was shot in endeavouring to arrest the two Russians concerned in the Tottenham robbery. The procession included five thousand policemen. [554,396,684,456]
paragraph: Takapuna Jockey Club Handicap.—Loch Rubie and Uranium 8.6, Paritutu 8.2, Bully 7.11, Advocate 7.9, Pohutu 7.3, Tui Cakobau and Sedition 7.0, First Gun 6.12. [974,182,1108,225]
wire-credit: United Press Association—By Electric Telegraph Copyright. [419,87,543,99]
article-subheading: CLAIM FOR DAMAGES. [709,585,805,594]
paragraph: Boys' Race (over ten years).—F. Grier 1, D. Bamble 2. [974,990,1108,1007]
article-subheading: MAD WITH TERROR. [438,892,524,901]
paragraph: A closing incident in one of the most sensational events of New Zealand's financial history was enacted last week, when all the books and documents of the old Colonial Bank, which had been stored in the cellars of what is now the Stock Exchange building, were taken out and carted away to the paper-mills at Woodhaugh to be converted into pulp, says a Dunedin paper. Ever since the liquidation of the Colonial Bank, in 1895, these books and documents have been the subject of very frequent litigation, and about two years ago the Supreme Court ordered that they be destroyed. A suspension of this order was asked for by Mr Victor Ernaud, and a temporary suspension was made, but the order for their production and retention was cancelled again on Mr B. Bund failing to make good his case, and now the last has been heard of them. [6,439,134,658]
paragraph: of the injured. Fulco and his companions tried to rescue some of them, but the task was beyond their powers owing to the condition of wrecked houses. [416,777,546,819]
paragraph: Boys' Race (over eight years).—L. Edmonds 1, L. Pritchard 2. [974,1036,1108,1053]
paragraph: As a result of something less than eighteen months' work, the Victorian Licenses' Reduction Board, working under the new Licensing Act, has closed, in round numbers, 200 hotels, at a cost of £100,000. The average payment made in respect of each hotel is about £500. [142,40,270,116]
paragraph: A special meeting of the Stonehenge Lodge is called for Tuesday evening next. [142,249,270,275]
paragraph: Effervescent Saline, purifying, refreshing, invigorating to all who suffer from sickness, headache, sluggish liver, etc. Price 2s. H. T. Wood, Chemist and Pharmacist (by exam.), Masterton.* [554,1363,684,1414]
article-separator [180,629,231,630]
column-7 [830,40,966,1524]
paragraph: Three Hindu students at Kolhapur have been sentenced to four years' imprisonment for stealing explosives to make bombs. [692,427,822,461]
article-subheading: TAKAPUNA ACCEPTANCES. [984,63,1098,71]
paragraph: Some excellent investments in freehold property are advertised for sale by Messrs C. C. Baer and Co., Masterton. [142,276,270,311]
